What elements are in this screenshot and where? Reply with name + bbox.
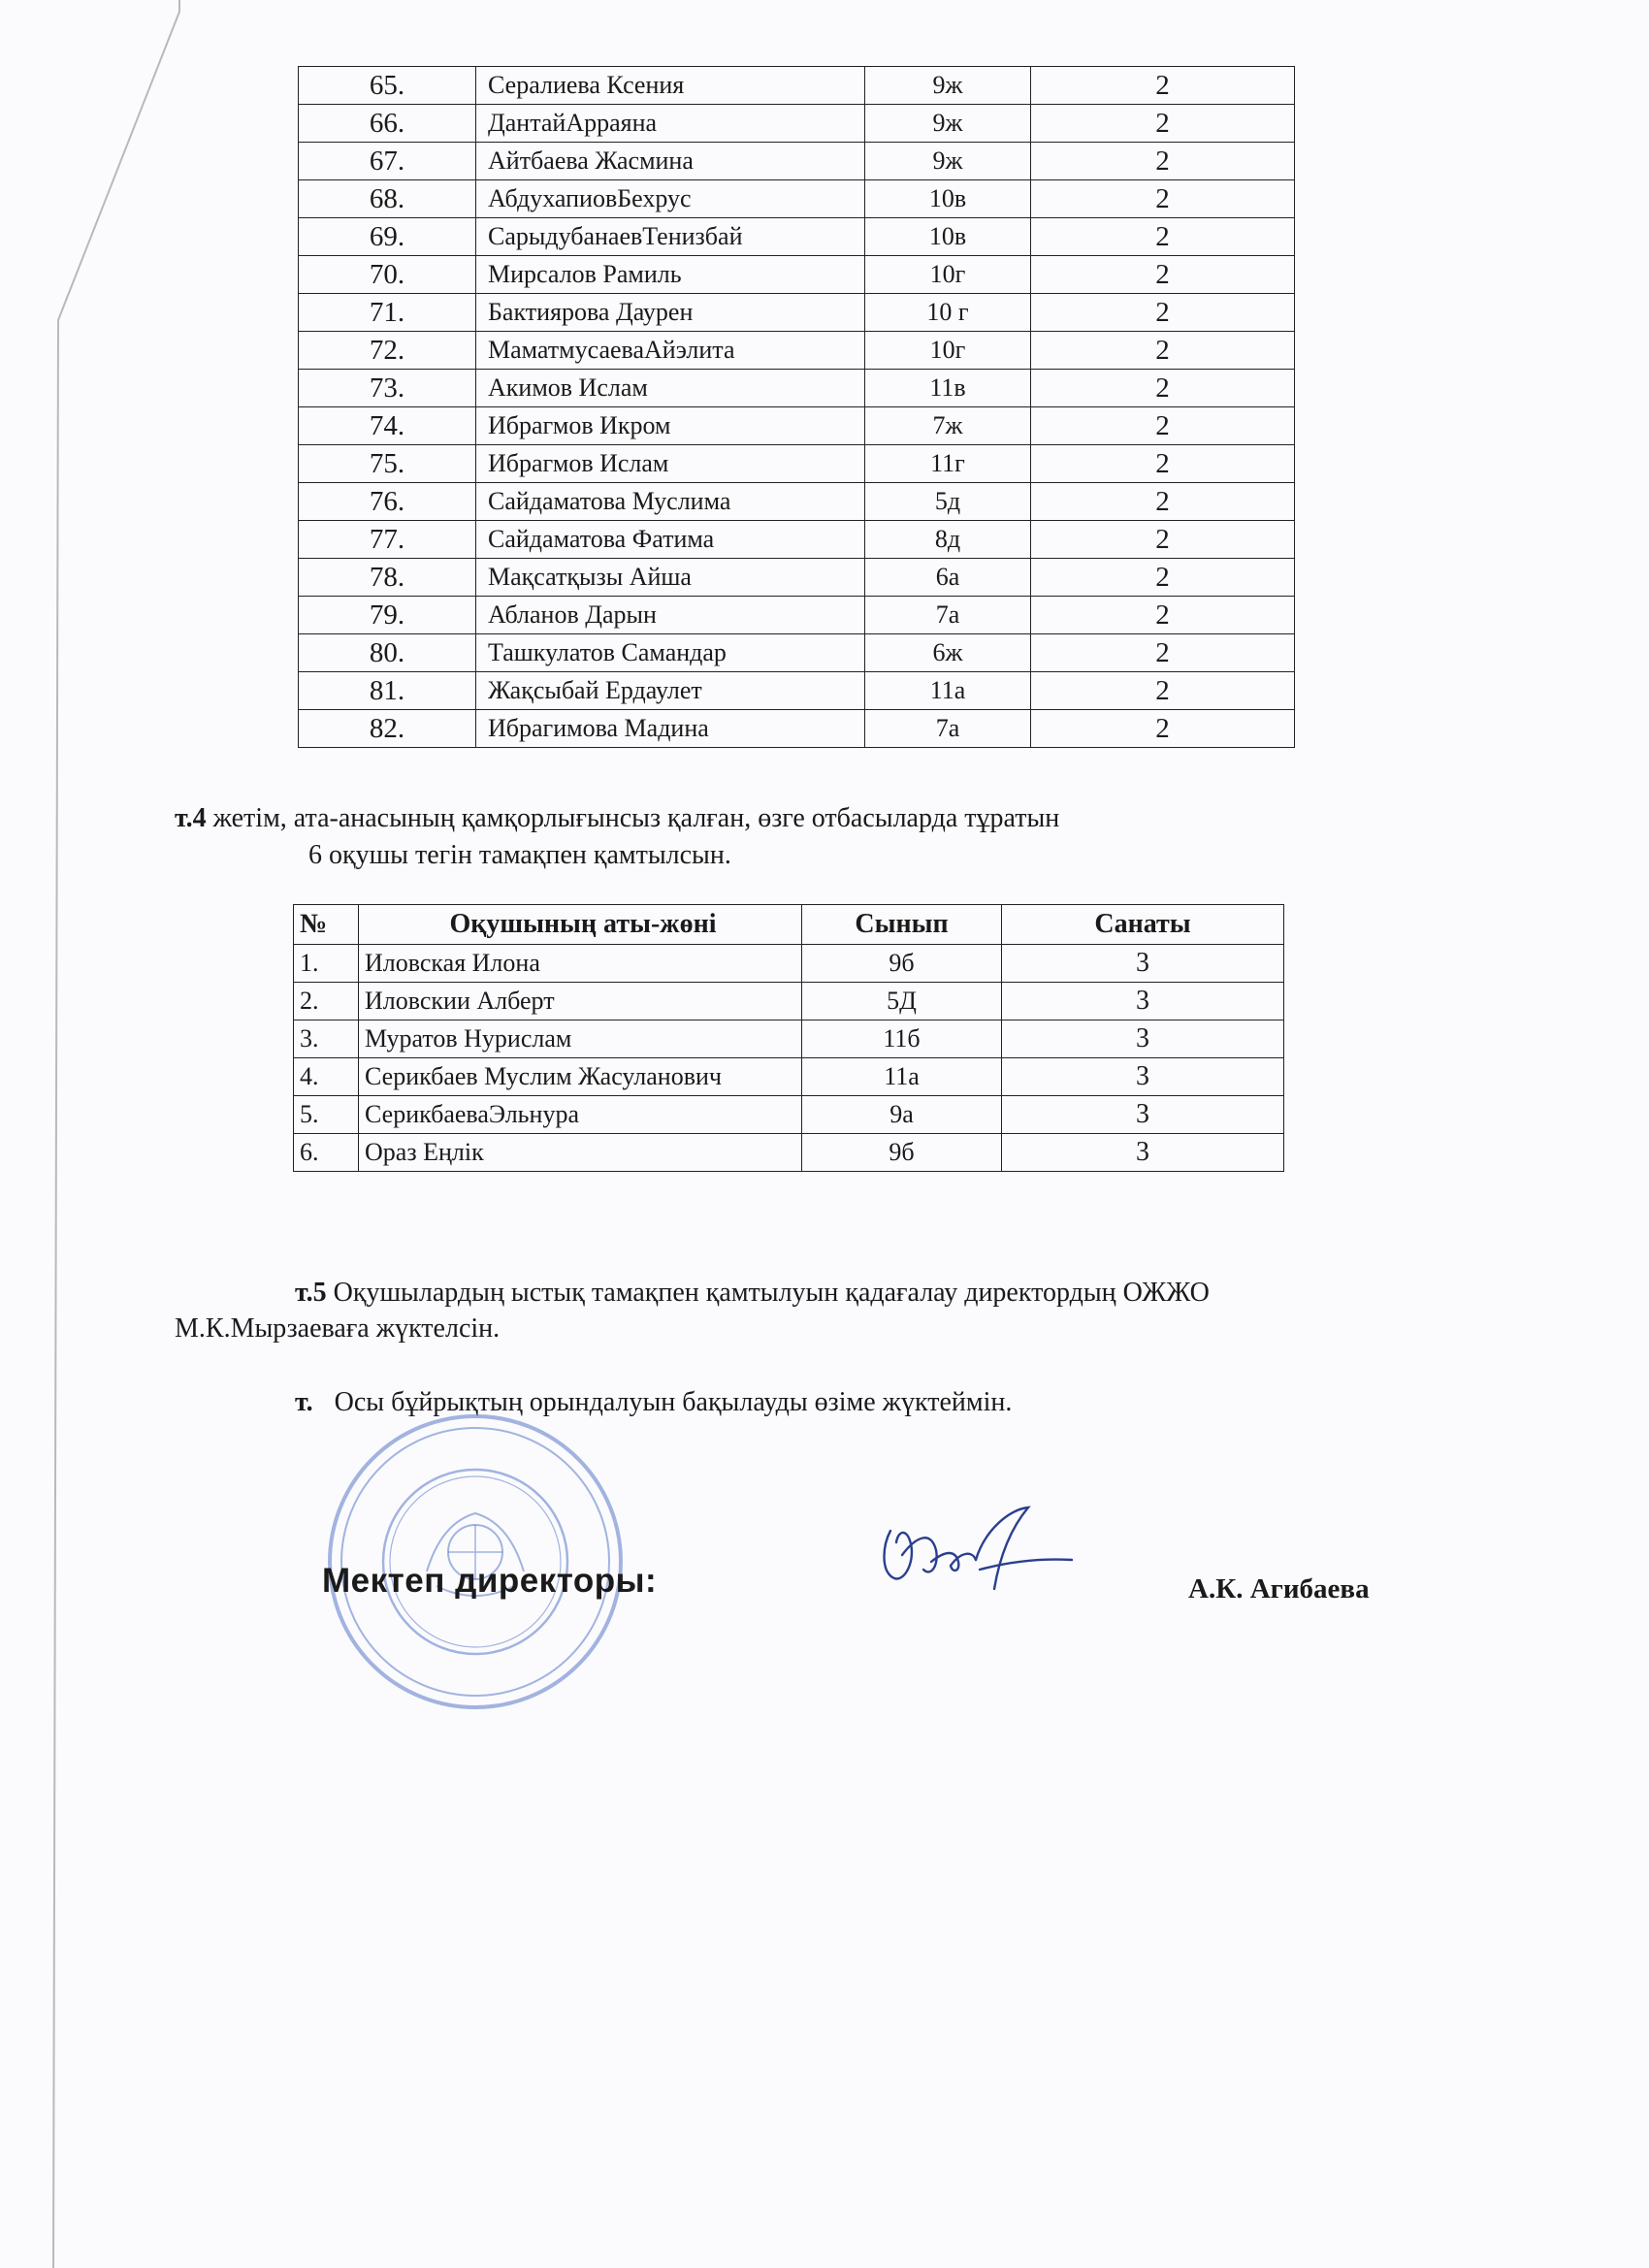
student-category: 2 (1031, 559, 1295, 597)
table-row (299, 256, 1295, 294)
table-row (299, 597, 1295, 634)
student-name: ДантайАрраяна (476, 105, 865, 143)
table-row (294, 945, 1284, 983)
student-class: 6ж (865, 634, 1031, 672)
student-name: Бактиярова Даурен (476, 294, 865, 332)
table-row (294, 983, 1284, 1021)
student-category: 2 (1031, 256, 1295, 294)
student-class: 5д (865, 483, 1031, 521)
student-category: 3 (1002, 1134, 1284, 1172)
student-name: Мирсалов Рамиль (476, 256, 865, 294)
student-class: 9б (802, 945, 1002, 983)
student-name: Акимов Ислам (476, 370, 865, 407)
table-row (299, 370, 1295, 407)
item-4-line-2: 6 оқушы тегін тамақпен қамтылсын. (308, 840, 731, 870)
student-class: 9ж (865, 67, 1031, 105)
row-number: 81. (299, 672, 476, 710)
student-name: СарыдубанаевТенизбай (476, 218, 865, 256)
student-category: 2 (1031, 370, 1295, 407)
students-table-category-2 (298, 66, 1295, 748)
row-number: 72. (299, 332, 476, 370)
row-number: 74. (299, 407, 476, 445)
student-name: Муратов Нурислам (359, 1021, 802, 1058)
student-class: 6а (865, 559, 1031, 597)
student-category: 2 (1031, 483, 1295, 521)
student-class: 11г (865, 445, 1031, 483)
student-class: 11а (865, 672, 1031, 710)
row-number: 71. (299, 294, 476, 332)
student-category: 2 (1031, 597, 1295, 634)
table-row (299, 294, 1295, 332)
student-name: Мақсатқызы Айша (476, 559, 865, 597)
student-class: 5Д (802, 983, 1002, 1021)
table-row (299, 710, 1295, 748)
row-number: 69. (299, 218, 476, 256)
row-number: 66. (299, 105, 476, 143)
header-class: Сынып (802, 905, 1002, 945)
row-number: 73. (299, 370, 476, 407)
table-row (294, 1058, 1284, 1096)
item-5-line-2: М.К.Мырзаеваға жүктелсін. (175, 1313, 501, 1344)
row-number: 76. (299, 483, 476, 521)
item-5-label: т.5 (295, 1278, 327, 1308)
student-name: Абланов Дарын (476, 597, 865, 634)
student-class: 10в (865, 180, 1031, 218)
student-class: 10 г (865, 294, 1031, 332)
row-number: 4. (294, 1058, 359, 1096)
student-category: 3 (1002, 1021, 1284, 1058)
table-row (299, 67, 1295, 105)
header-student-name: Оқушының аты-жөні (359, 905, 802, 945)
item-4-label: т.4 (175, 803, 207, 833)
table-row (299, 407, 1295, 445)
item-5-text: Оқушылардың ыстық тамақпен қамтылуын қадағалау директордың ОЖЖО (326, 1278, 1210, 1308)
row-number: 80. (299, 634, 476, 672)
item-4-text: жетім, ата-анасының қамқорлығынсыз қалған, өзге отбасыларда тұратын (206, 803, 1060, 833)
table-row (294, 1096, 1284, 1134)
student-category: 2 (1031, 634, 1295, 672)
item-5-line-1 (295, 1277, 1210, 1310)
row-number: 6. (294, 1134, 359, 1172)
row-number: 82. (299, 710, 476, 748)
item-4-line-1 (175, 802, 1059, 835)
table-row (299, 634, 1295, 672)
orphan-students-table (293, 904, 1284, 1172)
row-number: 68. (299, 180, 476, 218)
student-category: 2 (1031, 521, 1295, 559)
row-number: 77. (299, 521, 476, 559)
table-row (299, 143, 1295, 180)
director-signature (863, 1502, 1077, 1608)
table-row (294, 1134, 1284, 1172)
table-header-row (294, 905, 1284, 945)
student-name: Ибрагмов Икром (476, 407, 865, 445)
student-name: Жақсыбай Ердаулет (476, 672, 865, 710)
student-category: 2 (1031, 672, 1295, 710)
student-name: Иловскии Алберт (359, 983, 802, 1021)
row-number: 5. (294, 1096, 359, 1134)
row-number: 3. (294, 1021, 359, 1058)
student-class: 11б (802, 1021, 1002, 1058)
student-category: 3 (1002, 945, 1284, 983)
student-class: 9а (802, 1096, 1002, 1134)
student-class: 11в (865, 370, 1031, 407)
director-title: Мектеп директоры: (322, 1562, 658, 1600)
student-class: 7ж (865, 407, 1031, 445)
director-name: А.К. Агибаева (1188, 1573, 1370, 1604)
student-name: СерикбаеваЭльнура (359, 1096, 802, 1134)
student-class: 9ж (865, 105, 1031, 143)
header-category: Санаты (1002, 905, 1284, 945)
student-category: 2 (1031, 143, 1295, 180)
student-class: 10г (865, 332, 1031, 370)
student-name: Ибрагмов Ислам (476, 445, 865, 483)
student-name: МаматмусаеваАйэлита (476, 332, 865, 370)
row-number: 65. (299, 67, 476, 105)
student-category: 2 (1031, 294, 1295, 332)
item-6-text: Осы бұйрықтың орындалуын бақылауды өзіме жүктеймін. (334, 1387, 1013, 1417)
student-name: Ораз Еңлік (359, 1134, 802, 1172)
student-category: 2 (1031, 710, 1295, 748)
student-class: 10г (865, 256, 1031, 294)
student-name: Сайдаматова Муслима (476, 483, 865, 521)
table-row (299, 218, 1295, 256)
student-name: Сералиева Ксения (476, 67, 865, 105)
student-name: Ибрагимова Мадина (476, 710, 865, 748)
row-number: 67. (299, 143, 476, 180)
student-name: Серикбаев Муслим Жасуланович (359, 1058, 802, 1096)
row-number: 70. (299, 256, 476, 294)
table-row (299, 672, 1295, 710)
student-category: 2 (1031, 332, 1295, 370)
student-category: 2 (1031, 67, 1295, 105)
table-row (294, 1021, 1284, 1058)
student-category: 2 (1031, 180, 1295, 218)
student-category: 2 (1031, 445, 1295, 483)
student-category: 3 (1002, 1058, 1284, 1096)
student-category: 2 (1031, 407, 1295, 445)
student-category: 3 (1002, 1096, 1284, 1134)
table-row (299, 559, 1295, 597)
row-number: 75. (299, 445, 476, 483)
student-category: 2 (1031, 105, 1295, 143)
row-number: 2. (294, 983, 359, 1021)
table-row (299, 521, 1295, 559)
row-number: 79. (299, 597, 476, 634)
table-row (299, 332, 1295, 370)
student-class: 9ж (865, 143, 1031, 180)
header-number: № (294, 905, 359, 945)
student-name: АбдухапиовБехрус (476, 180, 865, 218)
table-row (299, 105, 1295, 143)
row-number: 1. (294, 945, 359, 983)
student-category: 3 (1002, 983, 1284, 1021)
student-name: Ташкулатов Самандар (476, 634, 865, 672)
orphan-students-table-body (294, 945, 1284, 1172)
student-name: Сайдаматова Фатима (476, 521, 865, 559)
student-class: 8д (865, 521, 1031, 559)
row-number: 78. (299, 559, 476, 597)
student-class: 7а (865, 710, 1031, 748)
table-row (299, 180, 1295, 218)
student-class: 7а (865, 597, 1031, 634)
student-name: Айтбаева Жасмина (476, 143, 865, 180)
student-name: Иловская Илона (359, 945, 802, 983)
student-class: 10в (865, 218, 1031, 256)
students-table-body (299, 67, 1295, 748)
student-category: 2 (1031, 218, 1295, 256)
table-row (299, 445, 1295, 483)
student-class: 9б (802, 1134, 1002, 1172)
table-row (299, 483, 1295, 521)
student-class: 11а (802, 1058, 1002, 1096)
item-6-label: т. (295, 1387, 313, 1417)
